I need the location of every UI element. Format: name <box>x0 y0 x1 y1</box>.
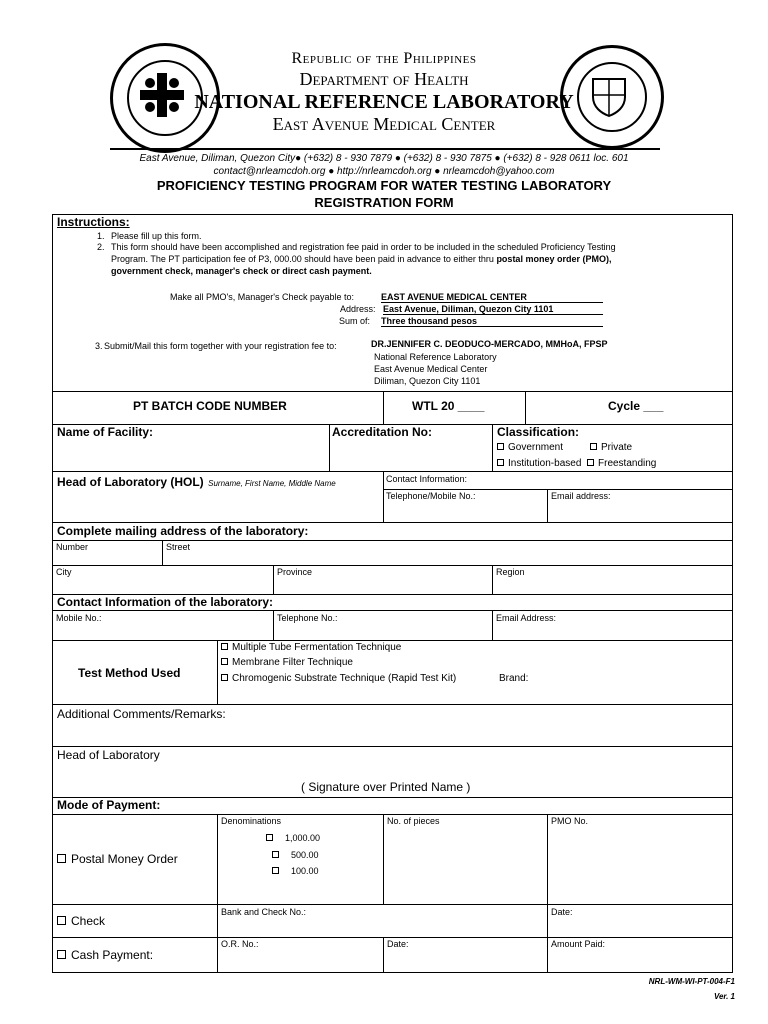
payable-value: EAST AVENUE MEDICAL CENTER <box>381 292 603 303</box>
denom-100[interactable] <box>272 866 319 876</box>
instruction-2b-bold: postal money order (PMO), <box>496 254 612 264</box>
mobile-label: Mobile No.: <box>56 613 102 623</box>
institution-text: Institution-based <box>508 458 582 469</box>
batch-code-label: PT BATCH CODE NUMBER <box>133 399 287 413</box>
addressee-line1: National Reference Laboratory <box>374 352 497 362</box>
instruction-2b-text: Program. The PT participation fee of P3, 000.00 should have been paid in advance to either thru <box>111 254 494 264</box>
method-1-text: Multiple Tube Fermentation Technique <box>232 642 402 653</box>
sum-label: Sum of: <box>339 316 371 326</box>
street-label: Street <box>166 542 191 552</box>
opt-government[interactable] <box>497 442 563 453</box>
denom-500-checkbox[interactable] <box>272 851 279 858</box>
lab-contact-heading: Contact Information of the laboratory: <box>57 595 273 609</box>
government-checkbox[interactable] <box>497 443 504 450</box>
hol-email-label: Email address: <box>551 491 611 501</box>
denom-500[interactable] <box>272 850 319 860</box>
contact-line: contact@nrleamcdoh.org ● http://nrleamcdoh.org ● nrleamcdoh@yahoo.com <box>213 166 555 177</box>
opt-freestanding[interactable] <box>587 458 656 469</box>
check-date-label: Date: <box>551 907 573 917</box>
accreditation-label: Accreditation No: <box>332 425 433 439</box>
amount-label: Amount Paid: <box>551 939 606 949</box>
addressee-line2: East Avenue Medical Center <box>374 364 488 374</box>
lab-heading: NATIONAL REFERENCE LABORATORY <box>194 91 574 113</box>
denom-1000[interactable] <box>266 833 320 843</box>
check-checkbox[interactable] <box>57 916 66 925</box>
pmo-checkbox[interactable] <box>57 854 66 863</box>
instructions-heading: Instructions: <box>57 215 130 229</box>
method-label: Test Method Used <box>78 666 181 680</box>
street-cell[interactable] <box>162 540 733 566</box>
remarks-label: Additional Comments/Remarks: <box>57 707 226 721</box>
method-2-text: Membrane Filter Technique <box>232 657 353 668</box>
instruction-1: Please fill up this form. <box>111 231 202 241</box>
check-date-cell[interactable] <box>547 904 733 938</box>
pmo-option[interactable] <box>57 852 178 866</box>
region-cell[interactable] <box>492 565 733 595</box>
header-rule <box>110 148 660 150</box>
method-3-checkbox[interactable] <box>221 674 228 681</box>
hol-phone-label: Telephone/Mobile No.: <box>386 491 476 501</box>
form-title-line1: PROFICIENCY TESTING PROGRAM FOR WATER TESTING LABORATORY <box>156 178 612 193</box>
pieces-cell[interactable] <box>383 814 548 905</box>
hol-hint: Surname, First Name, Middle Name <box>208 479 336 488</box>
facility-name-label: Name of Facility: <box>57 425 154 439</box>
pieces-label: No. of pieces <box>387 816 440 826</box>
cycle-label: Cycle ___ <box>608 399 664 413</box>
government-text: Government <box>508 442 564 453</box>
sum-value: Three thousand pesos <box>381 316 603 327</box>
classification-label: Classification: <box>497 425 580 439</box>
cash-date-label: Date: <box>387 939 409 949</box>
opt-private[interactable] <box>590 442 632 453</box>
method-opt-1[interactable] <box>221 642 401 653</box>
signature-caption: ( Signature over Printed Name ) <box>301 780 471 794</box>
method-3-text: Chromogenic Substrate Technique (Rapid Test Kit) <box>232 673 457 684</box>
method-2-checkbox[interactable] <box>221 658 228 665</box>
cash-option[interactable] <box>57 948 153 962</box>
signature-label: Head of Laboratory <box>57 748 160 762</box>
instruction-1-num: 1. <box>97 231 105 241</box>
cash-checkbox[interactable] <box>57 950 66 959</box>
hol-contact-label: Contact Information: <box>386 474 468 484</box>
instruction-2a: This form should have been accomplished and registration fee paid in order to be included in the scheduled Proficiency Testing <box>111 242 616 252</box>
private-checkbox[interactable] <box>590 443 597 450</box>
or-label: O.R. No.: <box>221 939 259 949</box>
method-1-checkbox[interactable] <box>221 643 228 650</box>
instruction-2b <box>111 254 611 264</box>
freestanding-text: Freestanding <box>598 458 657 469</box>
department-heading: Department of Health <box>299 69 469 89</box>
denominations-label: Denominations <box>221 816 282 826</box>
center-heading: East Avenue Medical Center <box>272 114 496 134</box>
addressee-name: DR.JENNIFER C. DEODUCO-MERCADO, MMHoA, FPSP <box>371 339 608 349</box>
method-opt-3[interactable] <box>221 673 456 684</box>
denom-1000-text: 1,000.00 <box>285 833 321 843</box>
instruction-2-num: 2. <box>97 242 105 252</box>
private-text: Private <box>601 442 633 453</box>
denom-1000-checkbox[interactable] <box>266 834 273 841</box>
city-label: City <box>56 567 72 577</box>
pmo-no-label: PMO No. <box>551 816 589 826</box>
telephone-label: Telephone No.: <box>277 613 338 623</box>
form-version: Ver. 1 <box>713 992 735 1001</box>
instruction-3: Submit/Mail this form together with your registration fee to: <box>104 341 337 351</box>
number-label: Number <box>56 542 89 552</box>
addressee-line3: Diliman, Quezon City 1101 <box>374 376 481 386</box>
institution-checkbox[interactable] <box>497 459 504 466</box>
wtl-label: WTL 20 ____ <box>412 399 485 413</box>
region-label: Region <box>496 567 525 577</box>
form-title-line2: REGISTRATION FORM <box>314 195 454 210</box>
lab-email-label: Email Address: <box>496 613 557 623</box>
form-code: NRL-WM-WI-PT-004-F1 <box>648 977 735 986</box>
freestanding-checkbox[interactable] <box>587 459 594 466</box>
hol-label: Head of Laboratory (HOL) <box>57 475 204 489</box>
method-opt-2[interactable] <box>221 657 353 668</box>
address-line: East Avenue, Diliman, Quezon City● (+632) 8 - 930 7879 ● (+632) 8 - 930 7875 ● (+632) 8 - 928 0611 loc. 601 <box>139 153 629 164</box>
denom-100-checkbox[interactable] <box>272 867 279 874</box>
opt-institution[interactable] <box>497 458 581 469</box>
hol-label-row <box>57 473 336 491</box>
city-cell[interactable] <box>52 565 274 595</box>
pmo-no-cell[interactable] <box>547 814 733 905</box>
check-option[interactable] <box>57 914 105 928</box>
address-value: East Avenue, Diliman, Quezon City 1101 <box>383 304 603 315</box>
province-label: Province <box>277 567 313 577</box>
republic-heading: Republic of the Philippines <box>291 50 477 67</box>
bank-label: Bank and Check No.: <box>221 907 307 917</box>
instruction-3-num: 3. <box>95 341 103 351</box>
cash-text: Cash Payment: <box>71 948 154 962</box>
instruction-2c: government check, manager's check or direct cash payment. <box>111 266 372 276</box>
payment-heading: Mode of Payment: <box>57 798 161 812</box>
denom-100-text: 100.00 <box>291 866 319 876</box>
denom-500-text: 500.00 <box>291 850 319 860</box>
mailing-heading: Complete mailing address of the laboratory: <box>57 524 309 538</box>
address-label: Address: <box>340 304 376 314</box>
check-text: Check <box>71 914 106 928</box>
payable-label: Make all PMO's, Manager's Check payable to: <box>170 292 355 302</box>
pmo-text: Postal Money Order <box>71 852 178 866</box>
brand-label: Brand: <box>499 673 529 684</box>
